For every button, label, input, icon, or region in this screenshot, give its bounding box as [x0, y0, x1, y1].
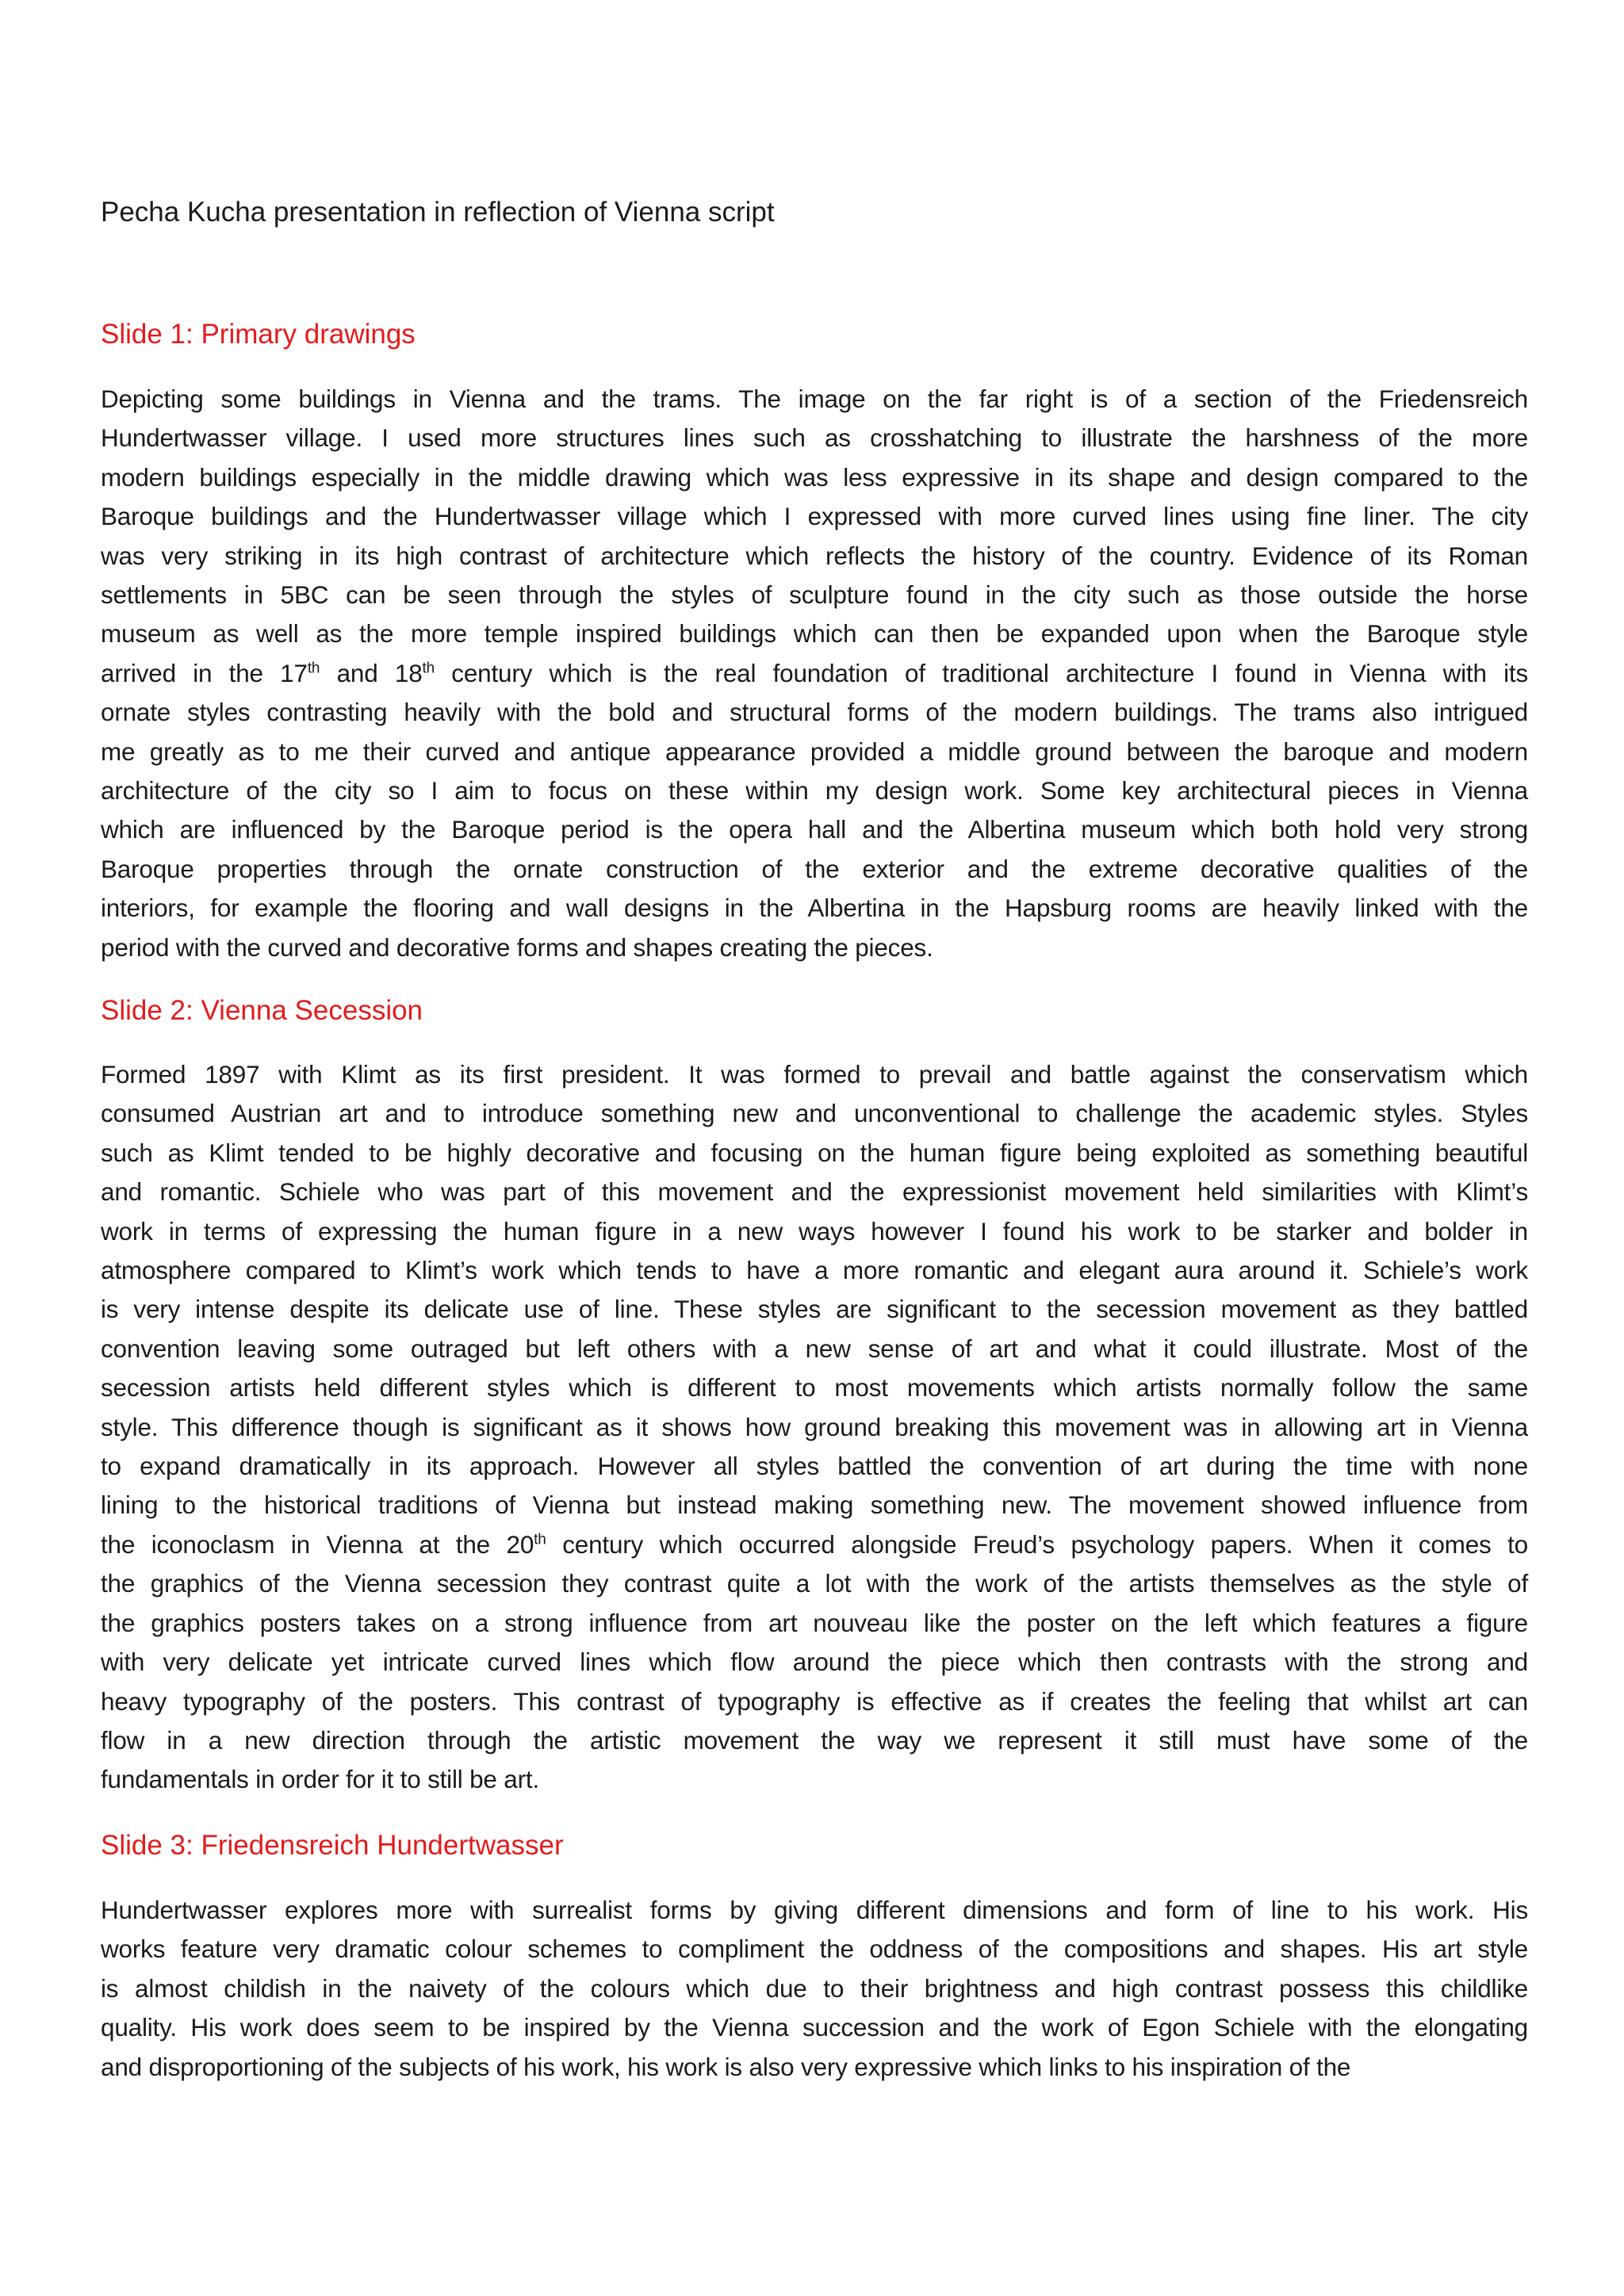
body-line: Hundertwasser explores more with surrealist forms by giving different dimensions and form of line to his work. His: [101, 1896, 1528, 1924]
body-line: to expand dramatically in its approach. However all styles battled the convention of art during the time with none: [101, 1452, 1528, 1481]
section-heading-slide-1: Slide 1: Primary drawings: [101, 319, 416, 350]
body-line: Baroque buildings and the Hundertwasser village which I expressed with more curved lines using fine liner. The city: [101, 502, 1528, 531]
section-body-slide-1: [101, 380, 1528, 967]
body-line: consumed Austrian art and to introduce something new and unconventional to challenge the academic styles. Styles: [101, 1099, 1528, 1128]
body-line: me greatly as to me their curved and antique appearance provided a middle ground between the baroque and modern: [101, 737, 1528, 766]
body-line: atmosphere compared to Klimt’s work which tends to have a more romantic and elegant aura around it. Schiele’s work: [101, 1256, 1528, 1285]
body-line: with very delicate yet intricate curved lines which flow around the piece which then contrasts with the strong and: [101, 1647, 1528, 1677]
body-line: lining to the historical traditions of Vienna but instead making something new. The movement showed influence from: [101, 1490, 1528, 1520]
body-line: arrived in the 17th and 18th century which is the real foundation of traditional architecture I found in Vienna with its: [101, 658, 1529, 687]
body-line: flow in a new direction through the artistic movement the way we represent it still must have some of the: [101, 1725, 1528, 1755]
body-line: Baroque properties through the ornate construction of the exterior and the extreme decorative qualities of the: [101, 854, 1528, 883]
body-line: quality. His work does seem to be inspired by the Vienna succession and the work of Egon Schiele with the elongating: [101, 2013, 1528, 2042]
body-line: period with the curved and decorative forms and shapes creating the pieces.: [101, 932, 933, 962]
body-line: settlements in 5BC can be seen through the styles of sculpture found in the city such as those outside the horse: [101, 580, 1528, 610]
body-line: Depicting some buildings in Vienna and the trams. The image on the far right is of a section of the Friedensreich: [101, 385, 1528, 413]
body-line: the graphics posters takes on a strong influence from art nouveau like the poster on the left which features a figure: [101, 1608, 1528, 1637]
body-line: heavy typography of the posters. This contrast of typography is effective as if creates the feeling that whilst art can: [101, 1686, 1528, 1716]
body-line: architecture of the city so I aim to focus on these within my design work. Some key architectural pieces in Vienna: [101, 776, 1528, 806]
body-line: the iconoclasm in Vienna at the 20th century which occurred alongside Freud’s psychology papers. When it comes to: [101, 1529, 1528, 1559]
body-line: works feature very dramatic colour schemes to compliment the oddness of the compositions and shapes. His art style: [101, 1934, 1528, 1964]
section-body-slide-3: [101, 1891, 1528, 2087]
body-line: such as Klimt tended to be highly decorative and focusing on the human figure being exploited as something beautiful: [101, 1138, 1528, 1167]
body-line: fundamentals in order for it to still be art.: [101, 1765, 540, 1794]
body-line: convention leaving some outraged but left others with a new sense of art and what it could illustrate. Most of the: [101, 1334, 1528, 1363]
section-body-slide-2: [101, 1055, 1528, 1800]
body-line: was very striking in its high contrast of architecture which reflects the history of the country. Evidence of its Roman: [101, 541, 1528, 570]
body-line: style. This difference though is significant as it shows how ground breaking this movement was in allowing art in Vienna: [101, 1412, 1528, 1441]
document-title: Pecha Kucha presentation in reflection of Vienna script: [101, 197, 775, 228]
body-line: is very intense despite its delicate use of line. These styles are significant to the secession movement as they battled: [101, 1295, 1528, 1324]
body-line: which are influenced by the Baroque period is the opera hall and the Albertina museum which both hold very strong: [101, 815, 1528, 844]
body-line: Formed 1897 with Klimt as its first president. It was formed to prevail and battle against the conservatism which: [101, 1060, 1528, 1089]
body-line: work in terms of expressing the human figure in a new ways however I found his work to be starker and bolder in: [101, 1216, 1528, 1246]
body-line: interiors, for example the flooring and wall designs in the Albertina in the Hapsburg rooms are heavily linked with the: [101, 894, 1528, 923]
body-line: ornate styles contrasting heavily with the bold and structural forms of the modern buildings. The trams also intrigued: [101, 698, 1528, 727]
body-line: the graphics of the Vienna secession they contrast quite a lot with the work of the artists themselves as the style of: [101, 1569, 1528, 1598]
body-line: secession artists held different styles which is different to most movements which artists normally follow the same: [101, 1373, 1528, 1402]
body-line: and disproportioning of the subjects of his work, his work is also very expressive which links to his inspiration of the: [101, 2052, 1351, 2081]
body-line: is almost childish in the naivety of the colours which due to their brightness and high contrast possess this childlike: [101, 1973, 1528, 2003]
body-line: modern buildings especially in the middle drawing which was less expressive in its shape and design compared to the: [101, 462, 1528, 492]
body-line: Hundertwasser village. I used more structures lines such as crosshatching to illustrate the harshness of the more: [101, 423, 1528, 453]
body-line: and romantic. Schiele who was part of this movement and the expressionist movement held similarities with Klimt’s: [101, 1177, 1528, 1207]
section-heading-slide-2: Slide 2: Vienna Secession: [101, 995, 423, 1026]
body-line: museum as well as the more temple inspired buildings which can then be expanded upon when the Baroque style: [101, 619, 1528, 649]
section-heading-slide-3: Slide 3: Friedensreich Hundertwasser: [101, 1830, 564, 1861]
